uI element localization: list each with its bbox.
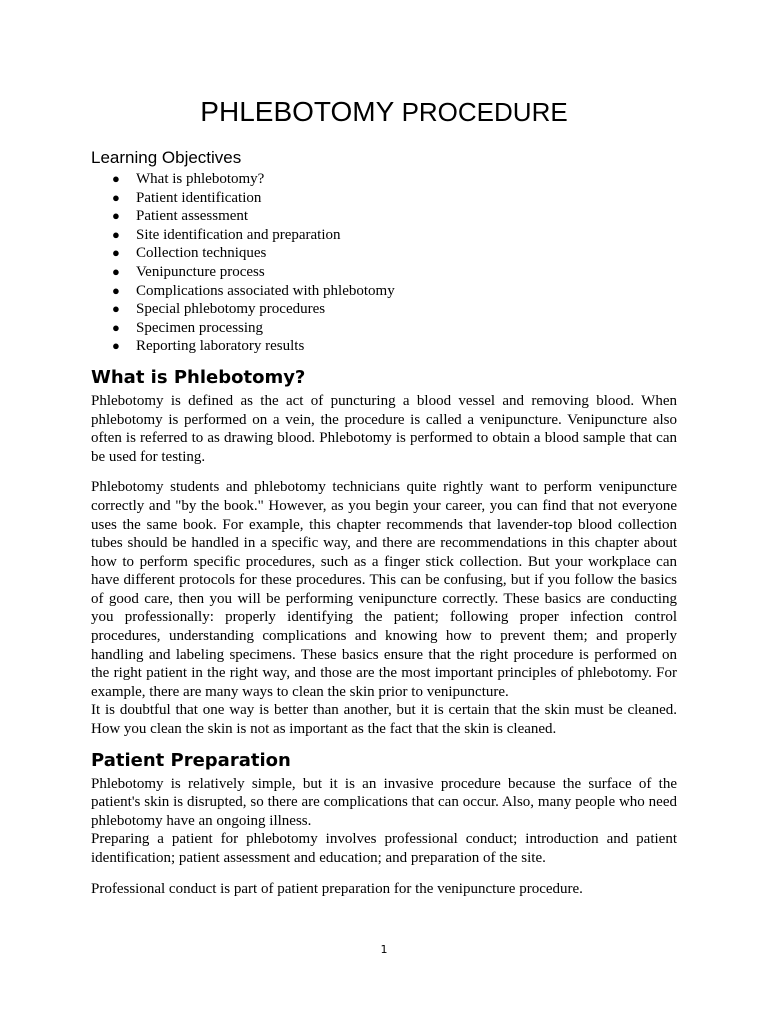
list-item (112, 282, 677, 301)
list-item-text: Specimen processing (136, 319, 264, 336)
list-item-text: Reporting laboratory results (136, 338, 305, 355)
paragraph: Professional conduct is part of patient preparation for the venipuncture procedure. (91, 880, 583, 897)
page-number: 1 (380, 943, 388, 956)
bullet-icon: ● (112, 208, 120, 224)
list-item-text: Collection techniques (136, 245, 267, 262)
paragraph: Phlebotomy is defined as the act of puncturing a blood vessel and removing blood. When phlebotomy is performed on a vein, the procedure is called a venipuncture. Venipuncture also often is referred to as drawing blood. Phlebotomy is performed to obtain a blood sample that can be used for testing. (91, 392, 677, 465)
bullet-icon: ● (112, 245, 120, 261)
list-item-text: Complications associated with phlebotomy (136, 282, 395, 299)
bullet-icon: ● (112, 171, 120, 186)
paragraph: Phlebotomy students and phlebotomy technicians quite rightly want to perform venipuncture correctly and "by the book." However, as you begin your career, you can find that not everyone uses the same book. For example, this chapter recommends that lavender-top blood collection tubes should be handled in a specific way, and there are recommendations in this chapter about how to perform specific procedures, such as a finger stick collection. But your workplace can have different protocols for these procedures. This can be confusing, but if you follow the basics of good care, then you will be performing venipuncture correctly. These basics are conducting you professionally: properly identifying the patient; following proper infection control procedures, understanding complications and knowing how to prevent them; and properly handling and labeling specimens. These basics ensure that the right procedure is performed on the right patient in the right way, and those are the most important principles of phlebotomy. For example, there are many ways to clean the skin prior to venipuncture. (91, 479, 677, 700)
list-item (112, 170, 677, 189)
list-item-text: Venipuncture process (136, 263, 265, 280)
page-title (0, 94, 768, 130)
paragraph: Preparing a patient for phlebotomy involves professional conduct; introduction and patient identification; patient assessment and education; and preparation of the site. (91, 831, 677, 866)
list-item (112, 226, 677, 245)
learning-objectives-heading: Learning Objectives (91, 148, 242, 167)
learning-objectives-list (91, 170, 677, 356)
list-item (112, 207, 677, 226)
title-rest: PROCEDURE (401, 97, 568, 127)
list-item (112, 263, 677, 282)
bullet-icon: ● (112, 338, 120, 354)
bullet-icon: ● (112, 319, 120, 335)
document-body (91, 146, 677, 898)
section-heading-what-is-phlebotomy: What is Phlebotomy? (91, 366, 306, 388)
section-heading-patient-preparation: Patient Preparation (91, 749, 291, 771)
list-item (112, 319, 677, 338)
list-item-text: Site identification and preparation (136, 226, 341, 243)
bullet-icon: ● (112, 226, 120, 242)
bullet-icon: ● (112, 189, 120, 205)
title-main: PHLEBOTOMY (200, 96, 394, 127)
list-item (112, 244, 677, 263)
list-item-text: Patient assessment (136, 208, 249, 225)
bullet-icon: ● (112, 263, 120, 279)
bullet-icon: ● (112, 301, 120, 317)
list-item-text: Special phlebotomy procedures (136, 301, 326, 318)
list-item (112, 189, 677, 208)
paragraph: It is doubtful that one way is better than another, but it is certain that the skin must be cleaned. How you clean the skin is not as important as the fact that the skin is cleaned. (91, 702, 677, 738)
list-item-text: What is phlebotomy? (136, 171, 265, 187)
list-item (112, 337, 677, 356)
bullet-icon: ● (112, 282, 120, 298)
list-item-text: Patient identification (136, 189, 262, 206)
list-item (112, 300, 677, 319)
paragraph: Phlebotomy is relatively simple, but it is an invasive procedure because the surface of the patient's skin is disrupted, so there are complications that can occur. Also, many people who need phlebotomy have an ongoing illness. (91, 775, 677, 829)
